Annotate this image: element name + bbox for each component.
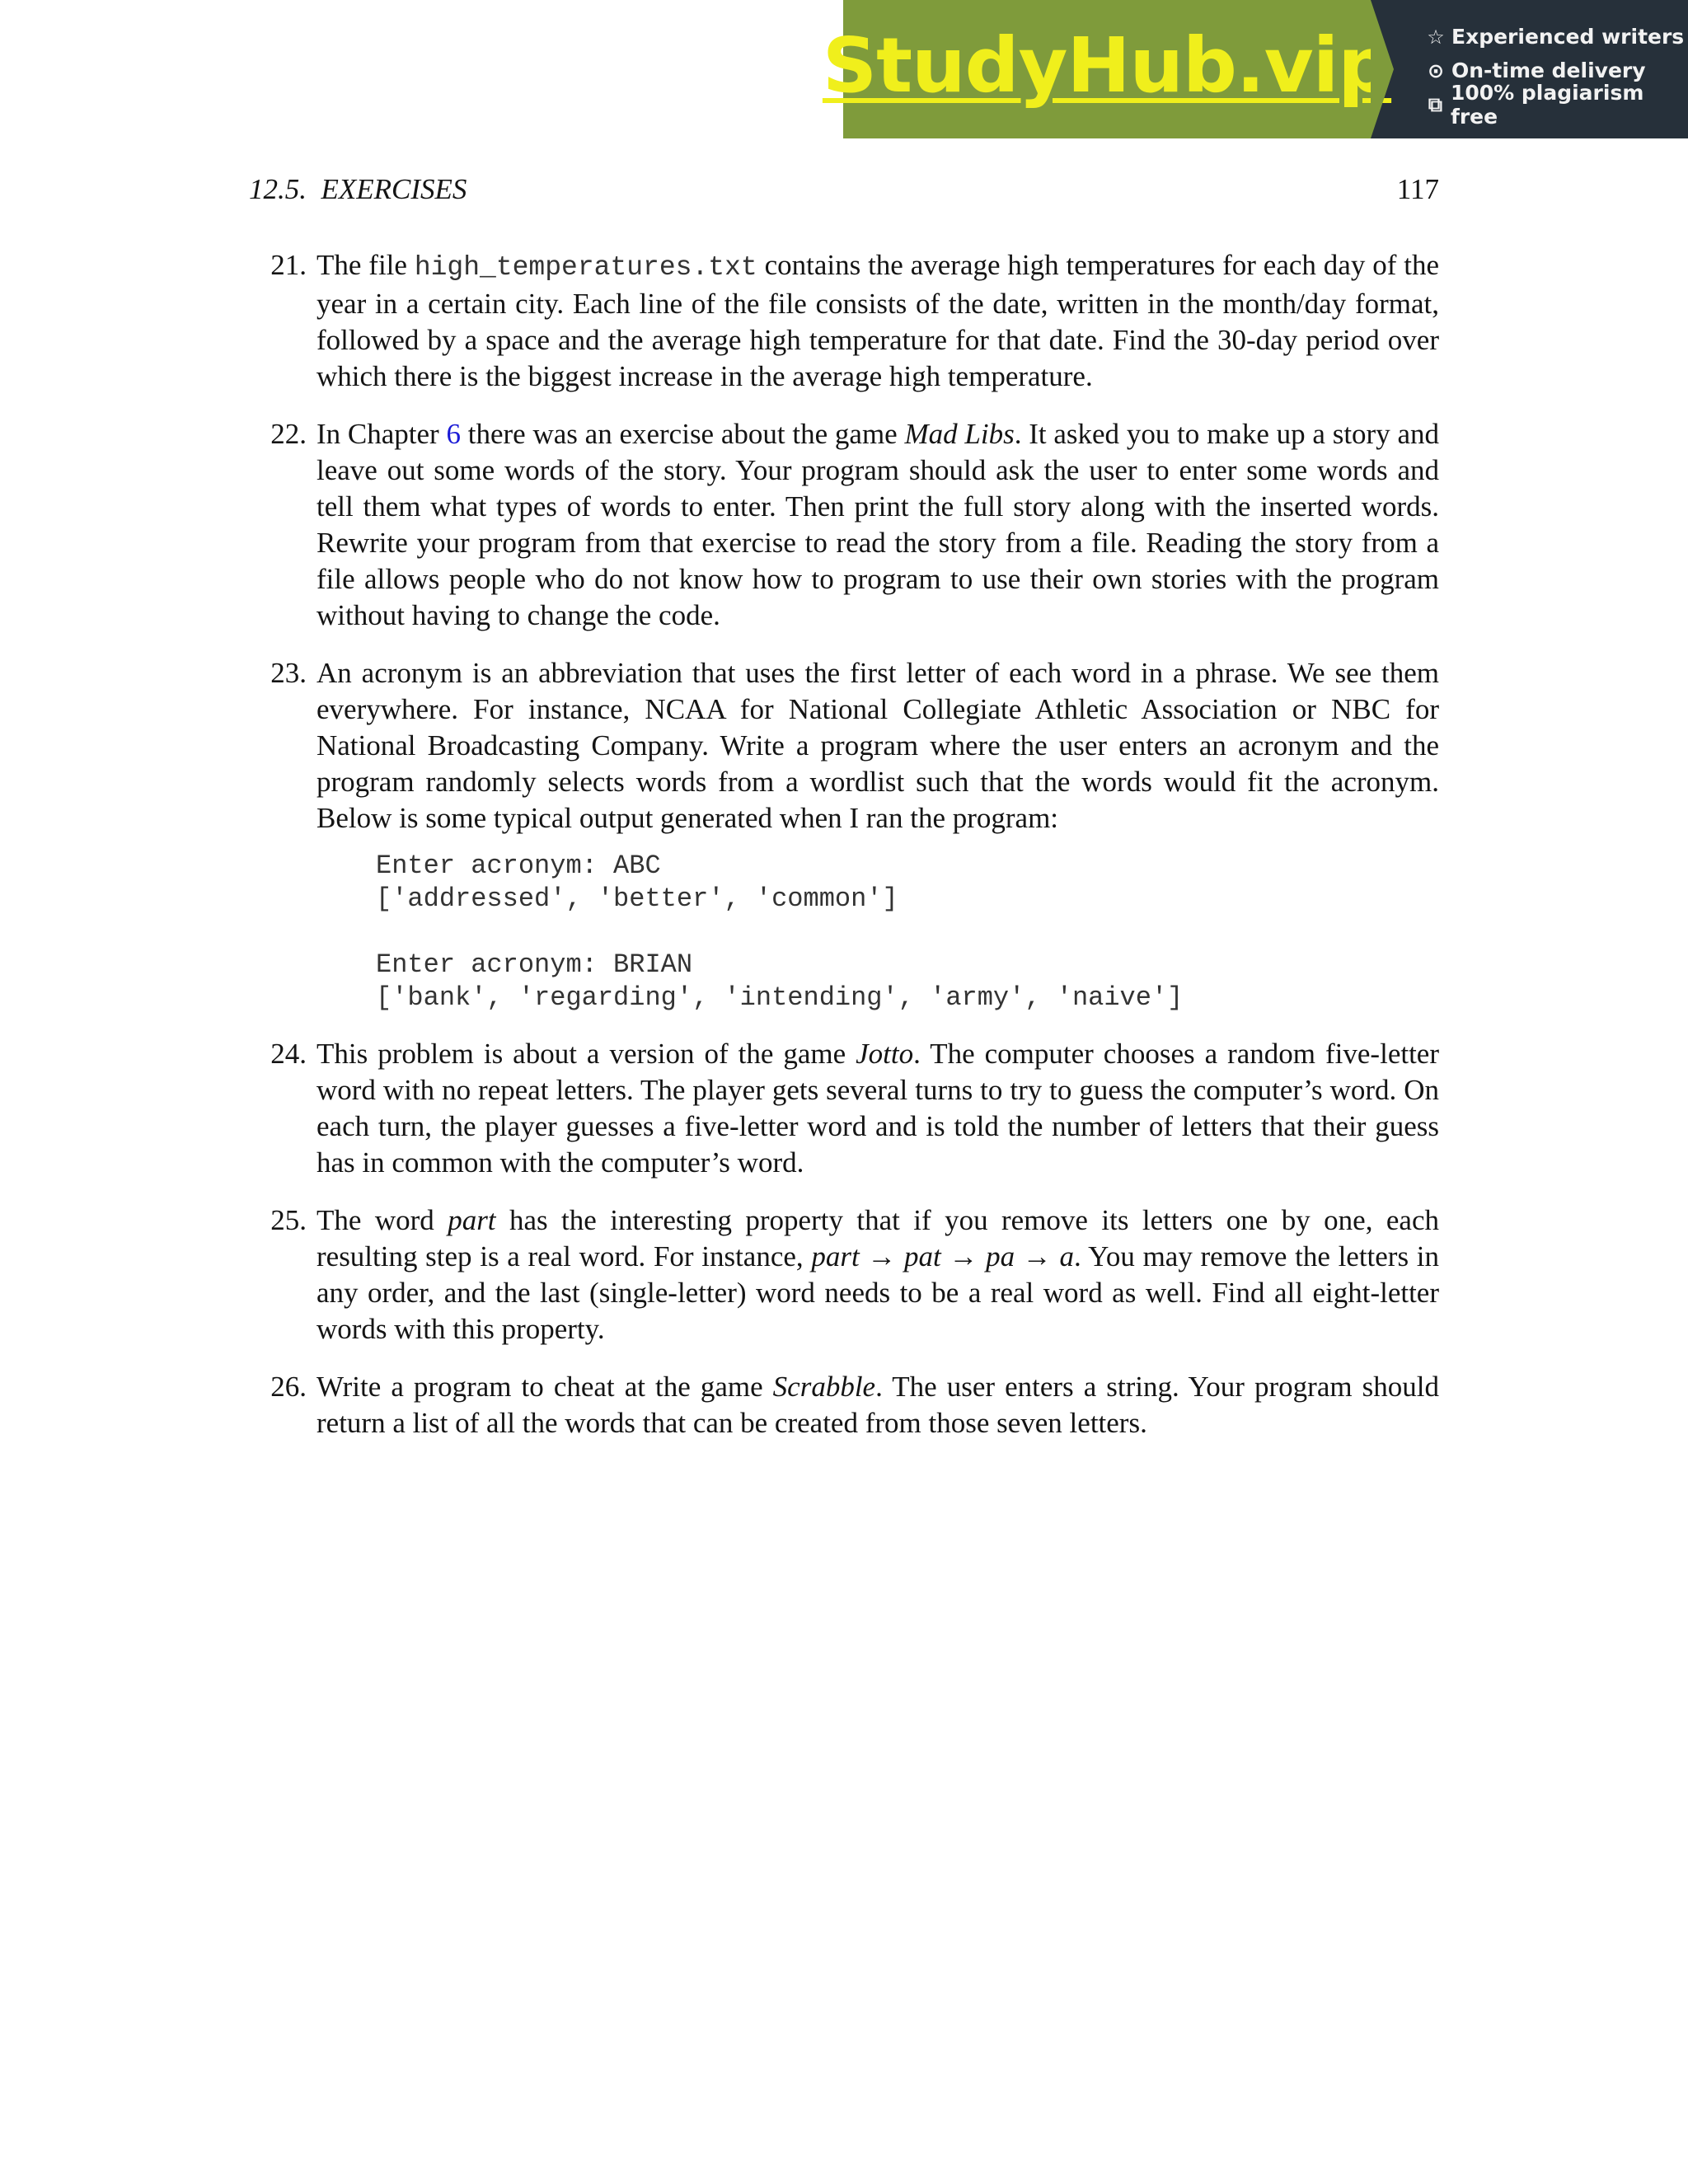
clock-icon: ⊙ (1427, 59, 1445, 82)
exercise-text (316, 1202, 1439, 1347)
star-icon: ☆ (1427, 25, 1445, 49)
text-run: The file (316, 249, 415, 281)
exercise-25 (249, 1202, 1439, 1347)
code-line: ['addressed', 'better', 'common'] (376, 883, 898, 914)
exercise-24 (249, 1036, 1439, 1181)
feature-experienced-writers (1425, 20, 1688, 54)
code-line: ['bank', 'regarding', 'intending', 'army', 'naive'] (376, 982, 1184, 1013)
example-word: part (448, 1204, 496, 1236)
banner-logo-panel (822, 0, 1392, 138)
sample-output (376, 850, 1439, 1015)
text-run: The word (316, 1204, 448, 1236)
studyhub-banner[interactable] (822, 0, 1688, 138)
exercise-number: 23. (270, 657, 307, 689)
text-run: This problem is about a version of the game (316, 1038, 856, 1070)
exercise-text (316, 1036, 1439, 1181)
text-run: there was an exercise about the game (460, 418, 905, 450)
game-title: Scrabble (772, 1371, 876, 1403)
exercise-text (316, 1369, 1439, 1441)
exercise-number: 22. (270, 418, 307, 450)
banner-arrow-shape (1371, 0, 1394, 138)
exercise-21 (249, 247, 1439, 395)
feature-label: 100% plagiarism free (1450, 80, 1644, 129)
studyhub-logo: StudyHub.vip (822, 21, 1392, 110)
feature-label: On-time delivery (1451, 59, 1646, 82)
copy-icon: ⧉ (1428, 92, 1443, 116)
exercise-23 (249, 655, 1439, 1015)
feature-label: Experienced writers (1451, 25, 1685, 49)
text-run: . It asked you to make up a story and leave out some words of the story. Your program should ask the user to enter some words and tell them what types of words to enter. Then print the full story along with the inserted words. Rewrite your program from that exercise to read the story from a file. Reading the story from a file allows people who do not know how to program to use their own stories with the program without having to change the code. (316, 418, 1439, 631)
text-run: . The computer chooses a random five-letter word with no repeat letters. The player gets several turns to try to guess the computer’s word. On each turn, the player guesses a five-letter word and is told the number of letters that their guess has in common with the computer’s word. (316, 1038, 1439, 1179)
text-run: In Chapter (316, 418, 447, 450)
game-title: Mad Libs (904, 418, 1015, 450)
text-run: Write a program to cheat at the game (316, 1371, 773, 1403)
exercise-number: 24. (270, 1038, 307, 1070)
exercise-text (316, 416, 1439, 634)
exercise-text: An acronym is an abbreviation that uses the first letter of each word in a phrase. We see them everywhere. For instance, NCAA for National Collegiate Athletic Association or NBC for National Broadcasting Company. Write a program where the user enters an acronym and the program randomly selects words from a wordlist such that the words would fit the acronym. Below is some typical output generated when I ran the program: (316, 657, 1439, 834)
section-title: 12.5. EXERCISES (249, 173, 467, 205)
exercise-number: 25. (270, 1204, 307, 1236)
feature-plagiarism-free (1425, 80, 1688, 129)
code-gap (376, 916, 1439, 949)
text-run: . You may remove the letters in any order, and the last (single-letter) word needs to be a real word as well. Find all eight-letter words with this property. (316, 1240, 1439, 1345)
exercise-number: 26. (270, 1371, 307, 1403)
page-number: 117 (1396, 173, 1439, 205)
banner-features (1371, 0, 1688, 138)
exercise-22 (249, 416, 1439, 634)
running-header (249, 171, 1439, 208)
word-chain: part → pat → pa → a (811, 1240, 1074, 1272)
code-line: Enter acronym: ABC (376, 851, 661, 881)
game-title: Jotto (856, 1038, 914, 1070)
exercise-26 (249, 1369, 1439, 1441)
exercise-number: 21. (270, 249, 307, 281)
filename-code: high_temperatures.txt (414, 252, 757, 283)
text-run: . The user enters a string. Your program should return a list of all the words that can be created from those seven letters. (316, 1371, 1439, 1439)
text-run: has the interesting property that if you remove its letters one by one, each resulting step is a real word. For instance, (316, 1204, 1439, 1272)
chapter-link[interactable]: 6 (446, 418, 461, 450)
text-run: contains the average high temperatures for each day of the year in a certain city. Each line of the file consists of the date, written in the month/day format, followed by a space and the average high temperature for that date. Find the 30-day period over which there is the biggest increase in the average high temperature. (316, 249, 1439, 392)
code-line: Enter acronym: BRIAN (376, 949, 693, 980)
exercise-list (249, 247, 1439, 1463)
exercise-text (316, 247, 1439, 395)
